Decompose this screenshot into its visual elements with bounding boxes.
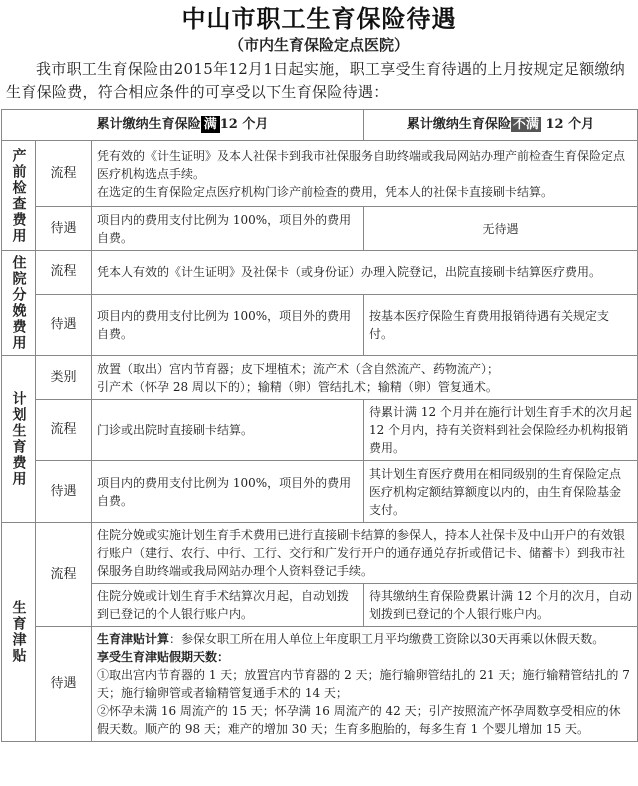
section-maternity-allowance: 生育津贴 <box>2 523 36 742</box>
table-row <box>2 251 638 295</box>
delivery-process-text: 凭本人有效的《计生证明》及社保卡（或身份证）办理入院登记，出院直接刷卡结算医疗费用。 <box>92 251 638 295</box>
table-row <box>2 207 638 251</box>
allowance-calc-text: ：参保女职工所在用人单位上年度职工月平均缴费工资除以30天再乘以休假天数。 <box>169 632 605 646</box>
row-label-type: 类别 <box>36 356 92 400</box>
planning-process-full: 门诊或出院时直接刷卡结算。 <box>92 400 364 461</box>
row-label-process: 流程 <box>36 251 92 295</box>
header-not-suffix: 12 个月 <box>540 117 595 132</box>
planning-type-text-2: 引产术（怀孕 28 周以下的）；输精（卵）管结扎术；输精（卵）管复通术。 <box>97 379 498 394</box>
allowance-item-1: ①取出宫内节育器的 1 天；放置宫内节育器的 2 天；施行输卵管结扎的 21 天；施行输精管结扎的 7 天；施行输卵管或者输精管复通手术的 14 天； <box>97 668 630 700</box>
planning-benefit-full: 项目内的费用支付比例为 100%，项目外的费用自费。 <box>92 461 364 523</box>
intro-paragraph: 我市职工生育保险由2015年12月1日起实施，职工享受生育待遇的上月按规定足额缴纳生育保险费，符合相应条件的可享受以下生育保险待遇： <box>6 60 626 101</box>
header-full-prefix: 累计缴纳生育保险 <box>96 117 201 132</box>
header-full-mark: 满 <box>201 116 220 133</box>
header-not-prefix: 累计缴纳生育保险 <box>406 117 511 132</box>
allowance-days-label: 享受生育津贴假期天数： <box>97 650 230 664</box>
prenatal-benefit-not: 无待遇 <box>364 207 638 251</box>
table-row <box>2 584 638 627</box>
table-row <box>2 400 638 461</box>
header-not-full-12-months <box>364 110 638 141</box>
table-row <box>2 523 638 584</box>
allowance-benefit-cell <box>92 627 638 742</box>
allowance-process-not: 待其缴纳生育保险费累计满 12 个月的次月，自动划拨到已登记的个人银行账户内。 <box>364 584 638 627</box>
section-delivery: 住院分娩费用 <box>2 251 36 356</box>
table-row <box>2 356 638 400</box>
header-not-mark: 不满 <box>512 117 539 132</box>
page-title: 中山市职工生育保险待遇 <box>181 4 457 33</box>
table-row <box>2 627 638 742</box>
table-row <box>2 141 638 207</box>
header-full-12-months <box>2 110 364 141</box>
section-family-planning: 计划生育费用 <box>2 356 36 523</box>
table-row <box>2 294 638 355</box>
allowance-item-2: ②怀孕未满 16 周流产的 15 天；怀孕满 16 周流产的 42 天；引产按照流产怀孕周数享受相应的休假天数。顺产的 98 天；难产的增加 30 天；生育多胞胎的，每多生育 1 个婴儿增加 15 天。 <box>97 704 621 736</box>
header-full-suffix: 12 个月 <box>219 117 269 132</box>
section-prenatal: 产前检查费用 <box>2 141 36 251</box>
allowance-calc-label: 生育津贴计算 <box>97 632 170 646</box>
prenatal-process-text-2: 在选定的生育保险定点医疗机构门诊产前检查的费用，凭本人的社保卡直接刷卡结算。 <box>97 184 554 199</box>
planning-process-not: 待累计满 12 个月并在施行计划生育手术的次月起 12 个月内，持有关资料到社会保险经办机构报销费用。 <box>364 400 638 461</box>
prenatal-process-text-1: 凭有效的《计生证明》及本人社保卡到我市社保服务自助终端或我局网站办理产前检查生育保险定点医疗机构选点手续。 <box>97 148 626 181</box>
table-header-row <box>2 110 638 141</box>
page-subtitle: （市内生育保险定点医院） <box>228 36 409 54</box>
row-label-benefit: 待遇 <box>36 627 92 742</box>
planning-type-text-1: 放置（取出）宫内节育器；皮下埋植术；流产术（含自然流产、药物流产）； <box>97 361 500 376</box>
allowance-process-text: 住院分娩或实施计划生育手术费用已进行直接刷卡结算的参保人，持本人社保卡及中山开户的有效银行账户（建行、农行、中行、工行、交行和广发行开户的通存通兑存折或借记卡、储蓄卡）到我市社保服务自助终端或我局网站办理个人资料登记手续。 <box>92 523 638 584</box>
row-label-benefit: 待遇 <box>36 461 92 523</box>
table-row <box>2 461 638 523</box>
delivery-benefit-not: 按基本医疗保险生育费用报销待遇有关规定支付。 <box>364 294 638 355</box>
benefits-table <box>1 109 638 742</box>
planning-type-cell <box>92 356 638 400</box>
row-label-process: 流程 <box>36 400 92 461</box>
row-label-process: 流程 <box>36 141 92 207</box>
row-label-process: 流程 <box>36 523 92 627</box>
planning-benefit-not: 其计划生育医疗费用在相同级别的生育保险定点医疗机构定额结算额度以内的，由生育保险基金支付。 <box>364 461 638 523</box>
prenatal-process-cell <box>92 141 638 207</box>
row-label-benefit: 待遇 <box>36 294 92 355</box>
allowance-calc-line <box>97 630 632 648</box>
allowance-process-full: 住院分娩或计划生育手术结算次月起，自动划拨到已登记的个人银行账户内。 <box>92 584 364 627</box>
row-label-benefit: 待遇 <box>36 207 92 251</box>
prenatal-benefit-full: 项目内的费用支付比例为 100%，项目外的费用自费。 <box>92 207 364 251</box>
delivery-benefit-full: 项目内的费用支付比例为 100%，项目外的费用自费。 <box>92 294 364 355</box>
